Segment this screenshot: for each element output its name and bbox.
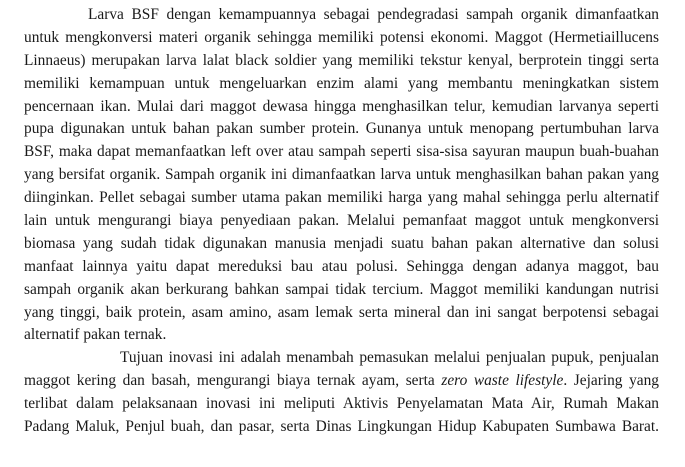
text-line: biomasa yang sudah tidak digunakan manusia menjadi suatu bahan pakan alternative dan solusi xyxy=(24,234,659,252)
text-line: memiliki kemampuan untuk mengeluarkan enzim alami yang membantu meningkatkan sistem xyxy=(24,74,659,92)
text-line: manfaat lainnya yaitu dapat mereduksi bau atau polusi. Sehingga dengan adanya maggot, bau xyxy=(24,257,659,275)
text-line: diinginkan. Pellet sebagai sumber utama pakan memiliki harga yang mahal sehingga perlu alternatif xyxy=(24,189,659,207)
text-line: Larva BSF dengan kemampuannya sebagai pendegradasi sampah organik dimanfaatkan xyxy=(88,6,659,23)
paragraph-2 xyxy=(24,347,659,439)
text-line: Linnaeus) merupakan larva lalat black soldier yang memiliki tekstur kenyal, berprotein tinggi serta xyxy=(24,51,659,69)
document-page xyxy=(24,4,659,439)
text-line: terlibat dalam pelaksanaan inovasi ini meliputi Aktivis Penyelamatan Mata Air, Rumah Makan xyxy=(24,395,659,413)
text-segment: maggot kering dan basah, mengurangi biaya ternak ayam, serta xyxy=(24,372,442,390)
italic-term: zero waste lifestyle xyxy=(441,372,564,390)
text-line: pupa digunakan untuk bahan pakan sumber protein. Gunanya untuk menopang pertumbuhan larva xyxy=(24,120,659,138)
text-line: yang tinggi, baik protein, asam amino, asam lemak serta mineral dan ini sangat berpotensi sebagai xyxy=(24,303,659,321)
text-line: Tujuan inovasi ini adalah menambah pemasukan melalui penjualan pupuk, penjualan xyxy=(120,349,659,367)
text-segment: . Jejaring yang xyxy=(563,372,659,390)
text-line: BSF, maka dapat memanfaatkan left over atau sampah seperti sisa-sisa sayuran maupun buah-buahan xyxy=(24,143,659,161)
paragraph-1 xyxy=(24,4,659,347)
text-line: pencernaan ikan. Mulai dari maggot dewasa hingga menghasilkan telur, kemudian larvanya seperti xyxy=(24,97,659,115)
text-line: lain untuk mengurangi biaya penyediaan pakan. Melalui pemanfaat maggot untuk mengkonversi xyxy=(24,212,659,230)
text-line: yang bersifat organik. Sampah organik ini dimanfaatkan larva untuk menghasilkan bahan pakan yang xyxy=(24,166,659,184)
text-line: alternatif pakan ternak. xyxy=(24,326,167,344)
text-line: untuk mengkonversi materi organik sehingga memiliki potensi ekonomi. Maggot (Hermetiaillucens xyxy=(24,28,659,46)
text-line: sampah organik akan berkurang bahkan sampai tidak tercium. Maggot memiliki kandungan nutrisi xyxy=(24,280,659,298)
text-line xyxy=(24,370,659,393)
text-line: Padang Maluk, Penjul buah, dan pasar, serta Dinas Lingkungan Hidup Kabupaten Sumbawa Barat. xyxy=(24,418,659,436)
